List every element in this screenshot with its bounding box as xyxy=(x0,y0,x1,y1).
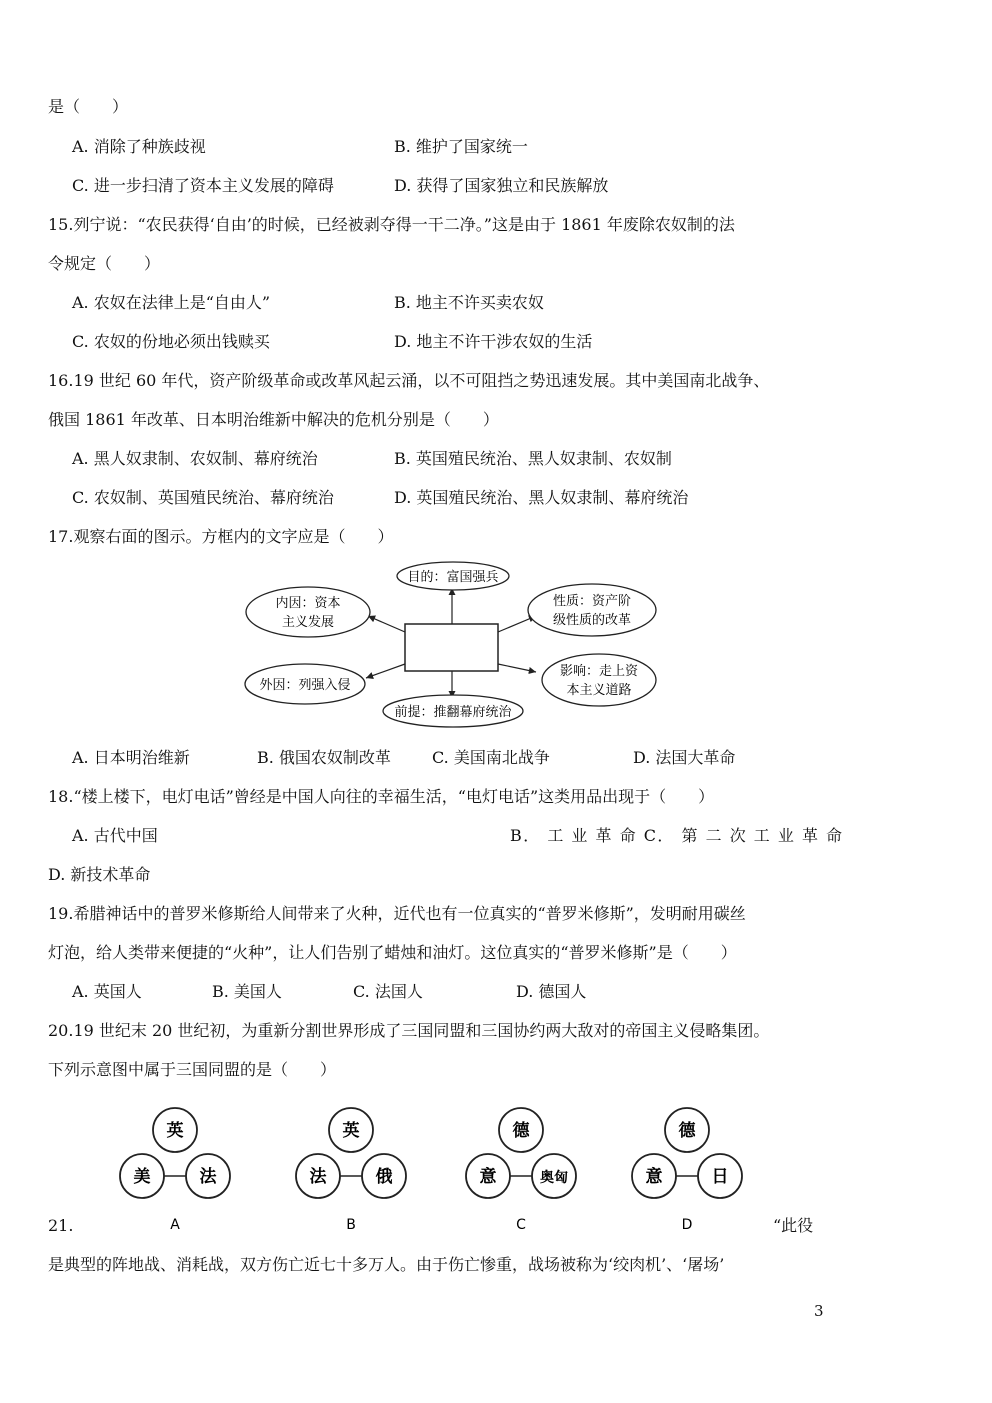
option-b: B. 维护了国家统一 xyxy=(394,137,528,156)
country-label-right: 法 xyxy=(199,1167,217,1187)
center-blank-box xyxy=(405,624,498,671)
external-cause-label: 外因：列强入侵 xyxy=(259,678,351,693)
country-label-top: 德 xyxy=(678,1121,696,1141)
alliance-diagram-c xyxy=(466,1108,576,1233)
country-label-left: 美 xyxy=(133,1167,151,1187)
q16-option-d: D. 英国殖民统治、黑人奴隶制、幕府统治 xyxy=(394,488,689,507)
internal-cause-line2: 主义发展 xyxy=(281,615,335,630)
nature-line1: 性质：资产阶 xyxy=(552,594,632,609)
question-20-cont: 下列示意图中属于三国同盟的是（ ） xyxy=(48,1060,337,1079)
option-a: A. 消除了种族歧视 xyxy=(72,137,206,156)
q18-option-bc: B． 工 业 革 命 C． 第 二 次 工 业 革 命 xyxy=(510,826,844,845)
reform-diagram xyxy=(244,560,664,735)
country-label-left: 意 xyxy=(479,1167,497,1187)
q15-option-b: B. 地主不许买卖农奴 xyxy=(394,293,544,312)
alliance-option-label: C xyxy=(516,1217,526,1233)
question-16-cont: 俄国 1861 年改革、日本明治维新中解决的危机分别是（ ） xyxy=(48,410,499,429)
premise-label: 前提：推翻幕府统治 xyxy=(394,705,512,720)
q15-option-c: C. 农奴的份地必须出钱赎买 xyxy=(72,332,270,351)
continuation-stem: 是（ ） xyxy=(48,97,129,116)
question-21-cont: 是典型的阵地战、消耗战，双方伤亡近七十多万人。由于伤亡惨重，战场被称为‘绞肉机’、‘屠场’ xyxy=(48,1255,725,1274)
question-19-cont: 灯泡，给人类带来便捷的“火种”，让人们告别了蜡烛和油灯。这位真实的“普罗米修斯”是（ ） xyxy=(48,943,737,962)
nature-line2: 级性质的改革 xyxy=(552,613,632,628)
country-label-left: 法 xyxy=(309,1167,327,1187)
question-16: 16.19 世纪 60 年代，资产阶级革命或改革风起云涌，以不可阻挡之势迅速发展。其中美国南北战争、 xyxy=(48,371,770,390)
internal-cause-line1: 内因：资本 xyxy=(275,596,341,611)
q19-option-c: C. 法国人 xyxy=(353,982,423,1001)
country-label-right: 奥匈 xyxy=(540,1170,568,1186)
ellipse-impact xyxy=(542,654,656,706)
goal-label: 目的：富国强兵 xyxy=(407,570,499,585)
q19-option-d: D. 德国人 xyxy=(516,982,587,1001)
alliance-diagram-a xyxy=(120,1108,230,1233)
page-number: 3 xyxy=(814,1302,824,1320)
alliance-diagram-b xyxy=(296,1108,406,1233)
alliance-option-label: B xyxy=(346,1217,356,1233)
q16-option-b: B. 英国殖民统治、黑人奴隶制、农奴制 xyxy=(394,449,672,468)
alliance-option-label: A xyxy=(170,1217,180,1233)
question-21-number: 21. xyxy=(48,1216,74,1235)
country-label-right: 日 xyxy=(711,1167,729,1187)
option-c: C. 进一步扫清了资本主义发展的障碍 xyxy=(72,176,334,195)
question-20: 20.19 世纪末 20 世纪初，为重新分割世界形成了三国同盟和三国协约两大敌对的帝国主义侵略集团。 xyxy=(48,1021,770,1040)
impact-line2: 本主义道路 xyxy=(566,683,632,698)
alliance-option-label: D xyxy=(681,1217,693,1233)
q16-option-c: C. 农奴制、英国殖民统治、幕府统治 xyxy=(72,488,334,507)
q15-option-a: A. 农奴在法律上是“自由人” xyxy=(72,293,271,312)
country-label-left: 意 xyxy=(645,1167,663,1187)
question-17: 17.观察右面的图示。方框内的文字应是（ ） xyxy=(48,527,394,546)
question-15-cont: 令规定（ ） xyxy=(48,254,161,273)
question-19: 19.希腊神话中的普罗米修斯给人间带来了火种，近代也有一位真实的“普罗米修斯”，发明耐用碳丝 xyxy=(48,904,746,923)
question-21-start: “此役 xyxy=(773,1216,814,1235)
country-label-top: 德 xyxy=(512,1121,530,1141)
q17-option-b: B. 俄国农奴制改革 xyxy=(257,748,391,767)
ellipse-nature xyxy=(528,584,656,636)
q16-option-a: A. 黑人奴隶制、农奴制、幕府统治 xyxy=(72,449,318,468)
alliance-diagram-d xyxy=(632,1108,742,1233)
q17-option-d: D. 法国大革命 xyxy=(633,748,736,767)
q17-option-c: C. 美国南北战争 xyxy=(432,748,550,767)
q19-option-a: A. 英国人 xyxy=(72,982,142,1001)
question-15: 15.列宁说：“农民获得‘自由’的时候，已经被剥夺得一干二净。”这是由于 1861 年废除农奴制的法 xyxy=(48,215,735,234)
q19-option-b: B. 美国人 xyxy=(212,982,282,1001)
country-label-right: 俄 xyxy=(375,1167,393,1187)
impact-line1: 影响：走上资 xyxy=(559,664,639,679)
q18-option-d: D. 新技术革命 xyxy=(48,865,151,884)
q18-option-a: A. 古代中国 xyxy=(72,826,158,845)
option-d: D. 获得了国家独立和民族解放 xyxy=(394,176,609,195)
alliance-diagrams xyxy=(110,1105,810,1240)
q17-option-a: A. 日本明治维新 xyxy=(72,748,190,767)
question-18: 18.“楼上楼下，电灯电话”曾经是中国人向往的幸福生活，“电灯电话”这类用品出现于（ ） xyxy=(48,787,715,806)
country-label-top: 英 xyxy=(166,1121,184,1141)
country-label-top: 英 xyxy=(342,1121,360,1141)
q15-option-d: D. 地主不许干涉农奴的生活 xyxy=(394,332,593,351)
